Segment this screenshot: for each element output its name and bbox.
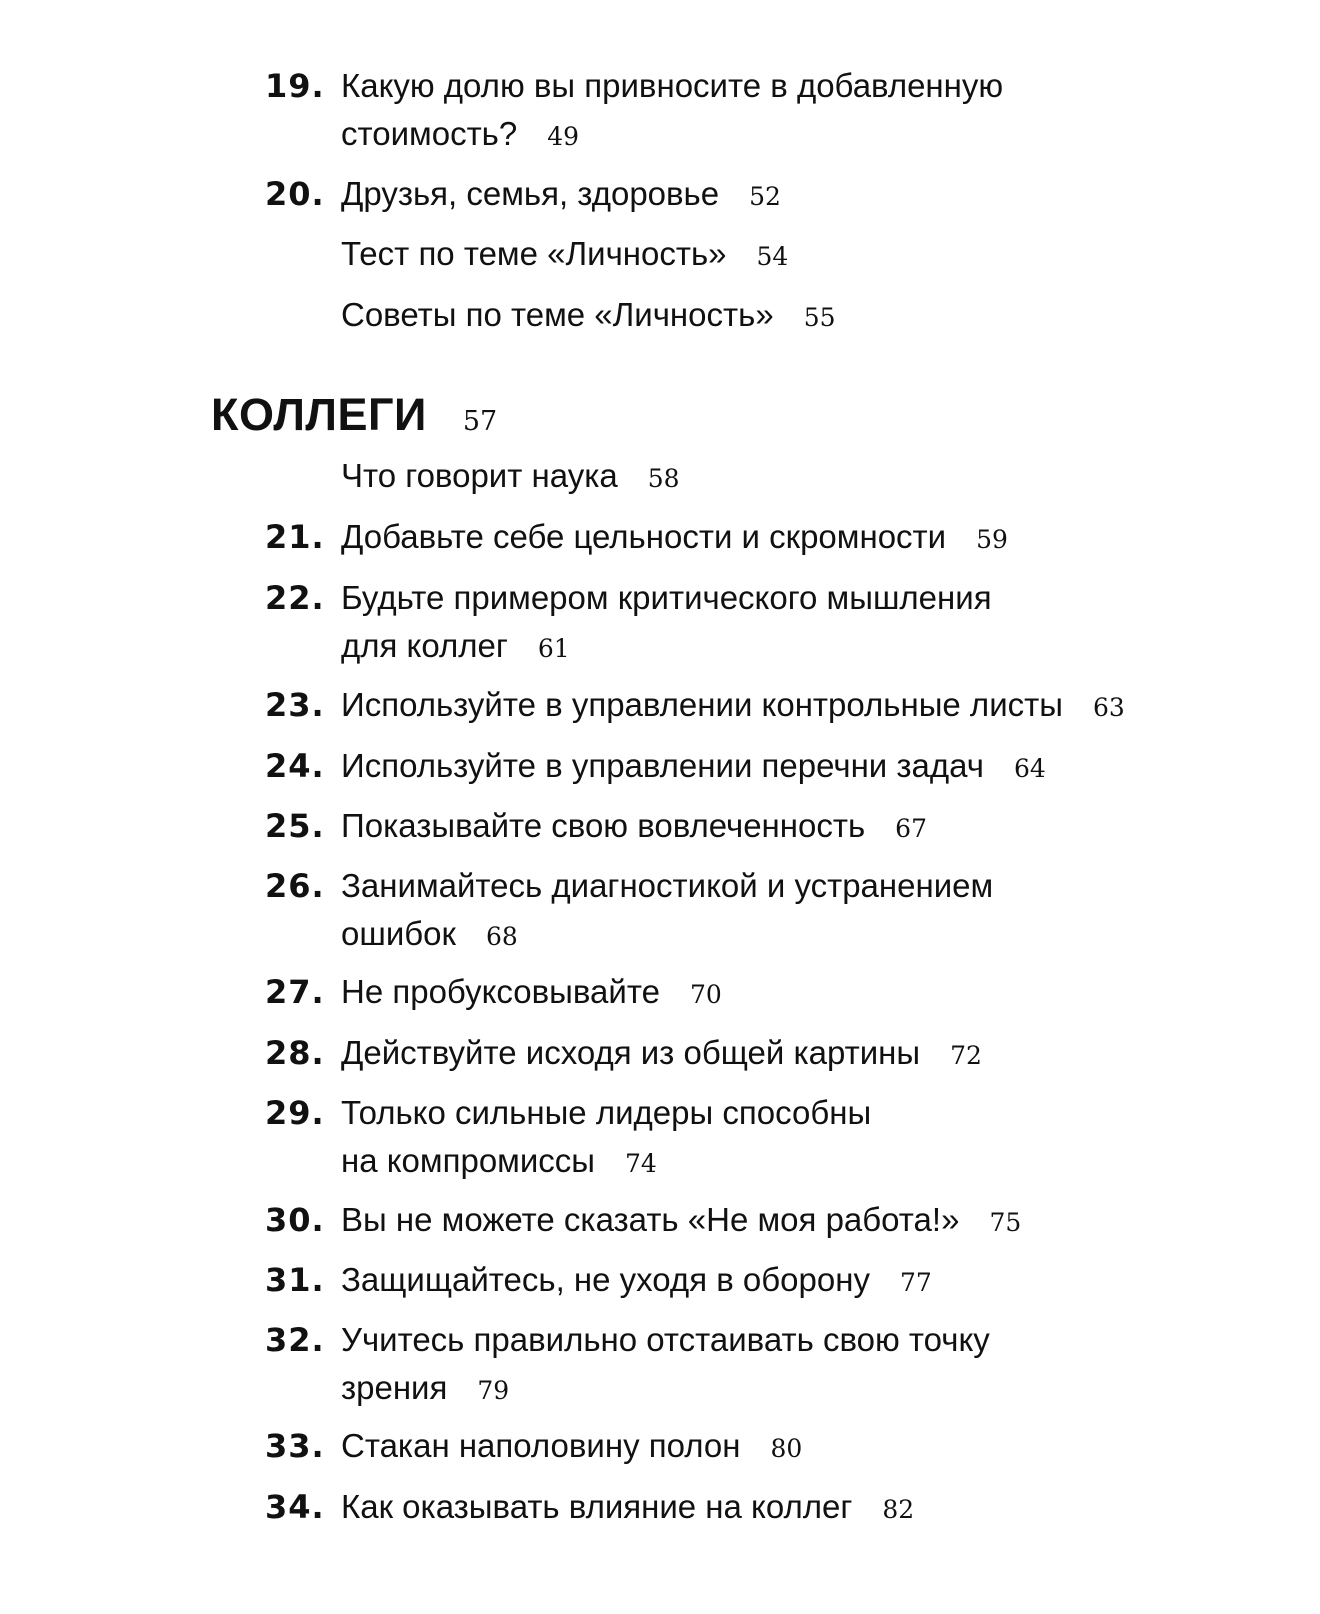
entry-title-text: Что говорит наука <box>341 457 618 494</box>
entry-title <box>341 1422 1201 1473</box>
entry-title-text: Советы по теме «Личность» <box>341 296 774 333</box>
entry-title <box>341 62 1201 161</box>
entry-title-text: Действуйте исходя из общей картины <box>341 1034 921 1071</box>
entry-title-line2: для коллег <box>341 627 508 664</box>
entry-title-text: Не пробуксовывайте <box>341 973 660 1010</box>
entry-page-number: 70 <box>689 980 722 1009</box>
entry-title-line1: Только сильные лидеры способны <box>341 1094 872 1131</box>
entry-title <box>341 968 1201 1019</box>
entry-title <box>341 574 1201 673</box>
entry-number: 31. <box>265 1261 325 1299</box>
section-heading <box>211 385 1111 445</box>
entry-title <box>341 1483 1201 1534</box>
entry-title-text: Показывайте свою вовлеченность <box>341 807 866 844</box>
entry-title <box>341 742 1201 793</box>
entry-number: 20. <box>265 175 325 213</box>
entry-page-number: 64 <box>1013 754 1046 783</box>
entry-page-number: 67 <box>895 814 927 843</box>
entry-title-text: Тест по теме «Личность» <box>341 235 727 272</box>
entry-title <box>341 452 1201 503</box>
entry-number: 26. <box>265 867 325 905</box>
entry-title-text: Защищайтесь, не уходя в оборону <box>341 1261 870 1298</box>
entry-page-number: 61 <box>537 634 570 663</box>
entry-title-text: Вы не можете сказать «Не моя работа!» <box>341 1201 960 1238</box>
entry-number: 27. <box>265 973 325 1011</box>
entry-number: 23. <box>265 686 325 724</box>
entry-title-line1: Занимайтесь диагностикой и устранением <box>341 867 994 904</box>
entry-number: 32. <box>265 1321 325 1359</box>
entry-page-number: 59 <box>976 525 1008 554</box>
entry-title-line1: Какую долю вы привносите в добавленную <box>341 67 1004 104</box>
entry-title <box>341 681 1201 732</box>
section-title: КОЛЛЕГИ <box>211 389 427 440</box>
entry-title <box>341 802 1201 853</box>
entry-page-number: 75 <box>989 1208 1022 1237</box>
entry-page-number: 55 <box>803 303 836 332</box>
entry-page-number: 52 <box>749 182 781 211</box>
entry-number: 28. <box>265 1034 325 1072</box>
entry-title <box>341 230 1201 281</box>
entry-title-text: Друзья, семья, здоровье <box>341 175 720 212</box>
entry-title-text: Стакан наполовину полон <box>341 1427 741 1464</box>
entry-page-number: 77 <box>899 1268 932 1297</box>
entry-number: 33. <box>265 1427 325 1465</box>
entry-page-number: 74 <box>625 1149 657 1178</box>
entry-number: 30. <box>265 1201 325 1239</box>
entry-title-line2: ошибок <box>341 915 456 952</box>
entry-page-number: 72 <box>950 1041 982 1070</box>
entry-title-line1: Будьте примером критического мышления <box>341 579 992 616</box>
entry-number: 21. <box>265 518 325 556</box>
entry-title-line2: стоимость? <box>341 115 518 152</box>
entry-title-text: Используйте в управлении перечни задач <box>341 747 984 784</box>
entry-page-number: 79 <box>477 1376 510 1405</box>
entry-title <box>341 862 1201 961</box>
entry-number: 19. <box>265 67 325 105</box>
entry-title-line1: Учитесь правильно отстаивать свою точку <box>341 1321 990 1358</box>
entry-page-number: 49 <box>547 122 580 151</box>
entry-title <box>341 513 1201 564</box>
entry-number: 29. <box>265 1094 325 1132</box>
entry-number: 25. <box>265 807 325 845</box>
entry-title <box>341 1196 1201 1247</box>
entry-title-text: Добавьте себе цельности и скромности <box>341 518 947 555</box>
entry-page-number: 54 <box>756 242 789 271</box>
entry-page-number: 82 <box>882 1495 915 1524</box>
entry-title-text: Как оказывать влияние на коллег <box>341 1488 853 1525</box>
entry-number: 24. <box>265 747 325 785</box>
entry-title <box>341 170 1201 221</box>
entry-title-line2: на компромиссы <box>341 1142 596 1179</box>
entry-page-number: 68 <box>485 922 518 951</box>
entry-number: 34. <box>265 1488 325 1526</box>
entry-page-number: 58 <box>647 464 680 493</box>
section-page-number: 57 <box>462 406 498 437</box>
entry-title <box>341 1256 1201 1307</box>
entry-page-number: 80 <box>770 1434 803 1463</box>
entry-title-line2: зрения <box>341 1369 448 1406</box>
entry-title <box>341 291 1201 342</box>
entry-number: 22. <box>265 579 325 617</box>
entry-page-number: 63 <box>1092 693 1125 722</box>
entry-title <box>341 1029 1201 1080</box>
entry-title <box>341 1089 1201 1188</box>
entry-title-text: Используйте в управлении контрольные листы <box>341 686 1063 723</box>
entry-title <box>341 1316 1201 1415</box>
